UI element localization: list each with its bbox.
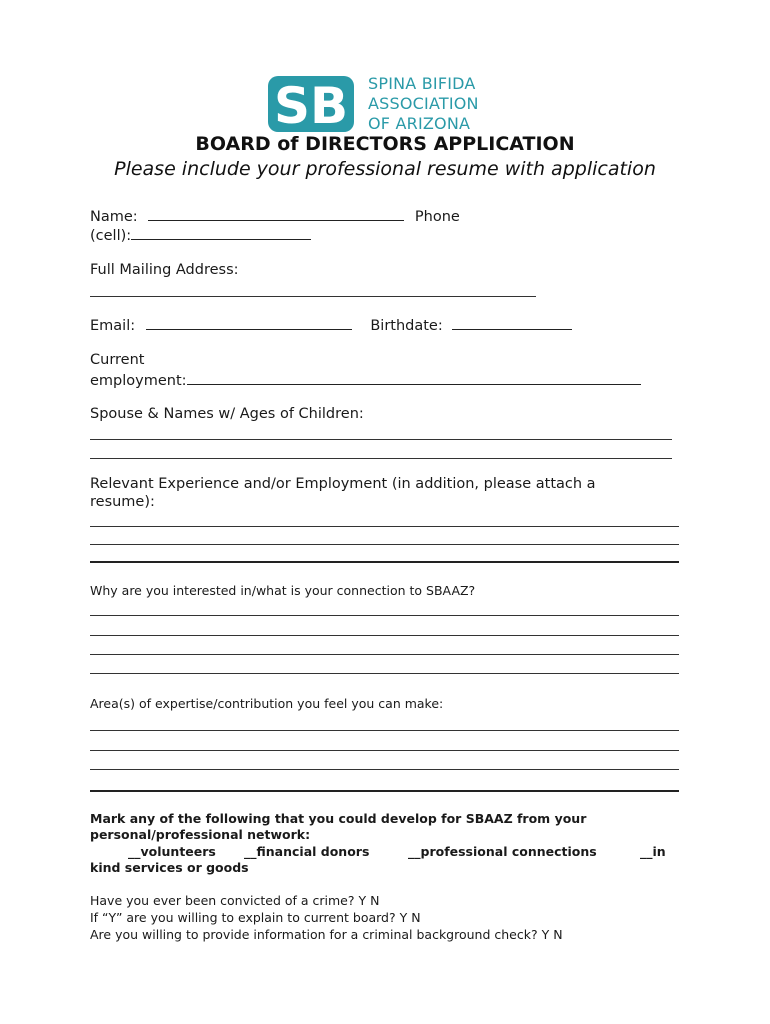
email-label: Email: xyxy=(90,318,136,334)
org-name-line1: SPINA BIFIDA xyxy=(368,74,476,93)
org-name-line2: ASSOCIATION xyxy=(368,94,479,113)
spouse-label: Spouse & Names w/ Ages of Children: xyxy=(90,406,364,422)
phone-label: Phone xyxy=(414,209,460,225)
spouse-field-line1[interactable] xyxy=(90,439,672,440)
name-field[interactable] xyxy=(148,206,404,221)
logo-letters: SB xyxy=(273,77,349,132)
experience-field-line1[interactable] xyxy=(90,526,679,527)
option-financial-donors[interactable]: __financial donors xyxy=(244,844,370,859)
mailing-label: Full Mailing Address: xyxy=(90,262,239,278)
sbaaz-logo-mark xyxy=(268,76,354,132)
spouse-field-line2[interactable] xyxy=(90,458,672,459)
section-divider xyxy=(90,561,679,563)
why-field-line2[interactable] xyxy=(90,635,679,636)
option-volunteers[interactable]: __volunteers xyxy=(128,844,216,859)
network-heading-line2: personal/professional network: xyxy=(90,827,311,842)
cell-row xyxy=(90,225,311,245)
expertise-field-line2[interactable] xyxy=(90,750,679,751)
birthdate-label: Birthdate: xyxy=(370,318,443,334)
employment-field[interactable] xyxy=(187,370,641,385)
option-professional-connections[interactable]: __professional connections xyxy=(408,844,597,859)
why-field-line1[interactable] xyxy=(90,615,679,616)
experience-label-line1: Relevant Experience and/or Employment (in addition, please attach a xyxy=(90,476,596,492)
employment-label: employment: xyxy=(90,373,187,389)
employment-label-line1: Current xyxy=(90,352,145,368)
crime-question: Have you ever been convicted of a crime? Y N xyxy=(90,893,380,908)
name-row xyxy=(90,206,460,226)
employment-row xyxy=(90,370,641,390)
expertise-field-line1[interactable] xyxy=(90,730,679,731)
name-label: Name: xyxy=(90,209,138,225)
why-field-line3[interactable] xyxy=(90,654,679,655)
cell-label: (cell): xyxy=(90,228,132,244)
email-row xyxy=(90,315,572,335)
expertise-field-line3[interactable] xyxy=(90,769,679,770)
experience-field-line2[interactable] xyxy=(90,544,679,545)
network-heading-line1: Mark any of the following that you could develop for SBAAZ from your xyxy=(90,811,587,826)
page-title: BOARD of DIRECTORS APPLICATION xyxy=(195,133,575,155)
experience-label-line2: resume): xyxy=(90,494,155,510)
section-divider xyxy=(90,790,679,792)
background-check-question: Are you willing to provide information for a criminal background check? Y N xyxy=(90,927,563,942)
why-field-line4[interactable] xyxy=(90,673,679,674)
expertise-label: Area(s) of expertise/contribution you feel you can make: xyxy=(90,696,444,711)
birthdate-field[interactable] xyxy=(452,315,572,330)
option-in-kind[interactable]: __in xyxy=(640,844,666,859)
option-in-kind-continued: kind services or goods xyxy=(90,860,249,875)
cell-field[interactable] xyxy=(131,225,311,240)
email-field[interactable] xyxy=(146,315,352,330)
explain-question: If “Y” are you willing to explain to current board? Y N xyxy=(90,910,421,925)
page-subtitle: Please include your professional resume with application xyxy=(114,158,656,180)
mailing-field[interactable] xyxy=(90,296,536,297)
why-label: Why are you interested in/what is your connection to SBAAZ? xyxy=(90,583,476,598)
org-name-line3: OF ARIZONA xyxy=(368,114,471,133)
